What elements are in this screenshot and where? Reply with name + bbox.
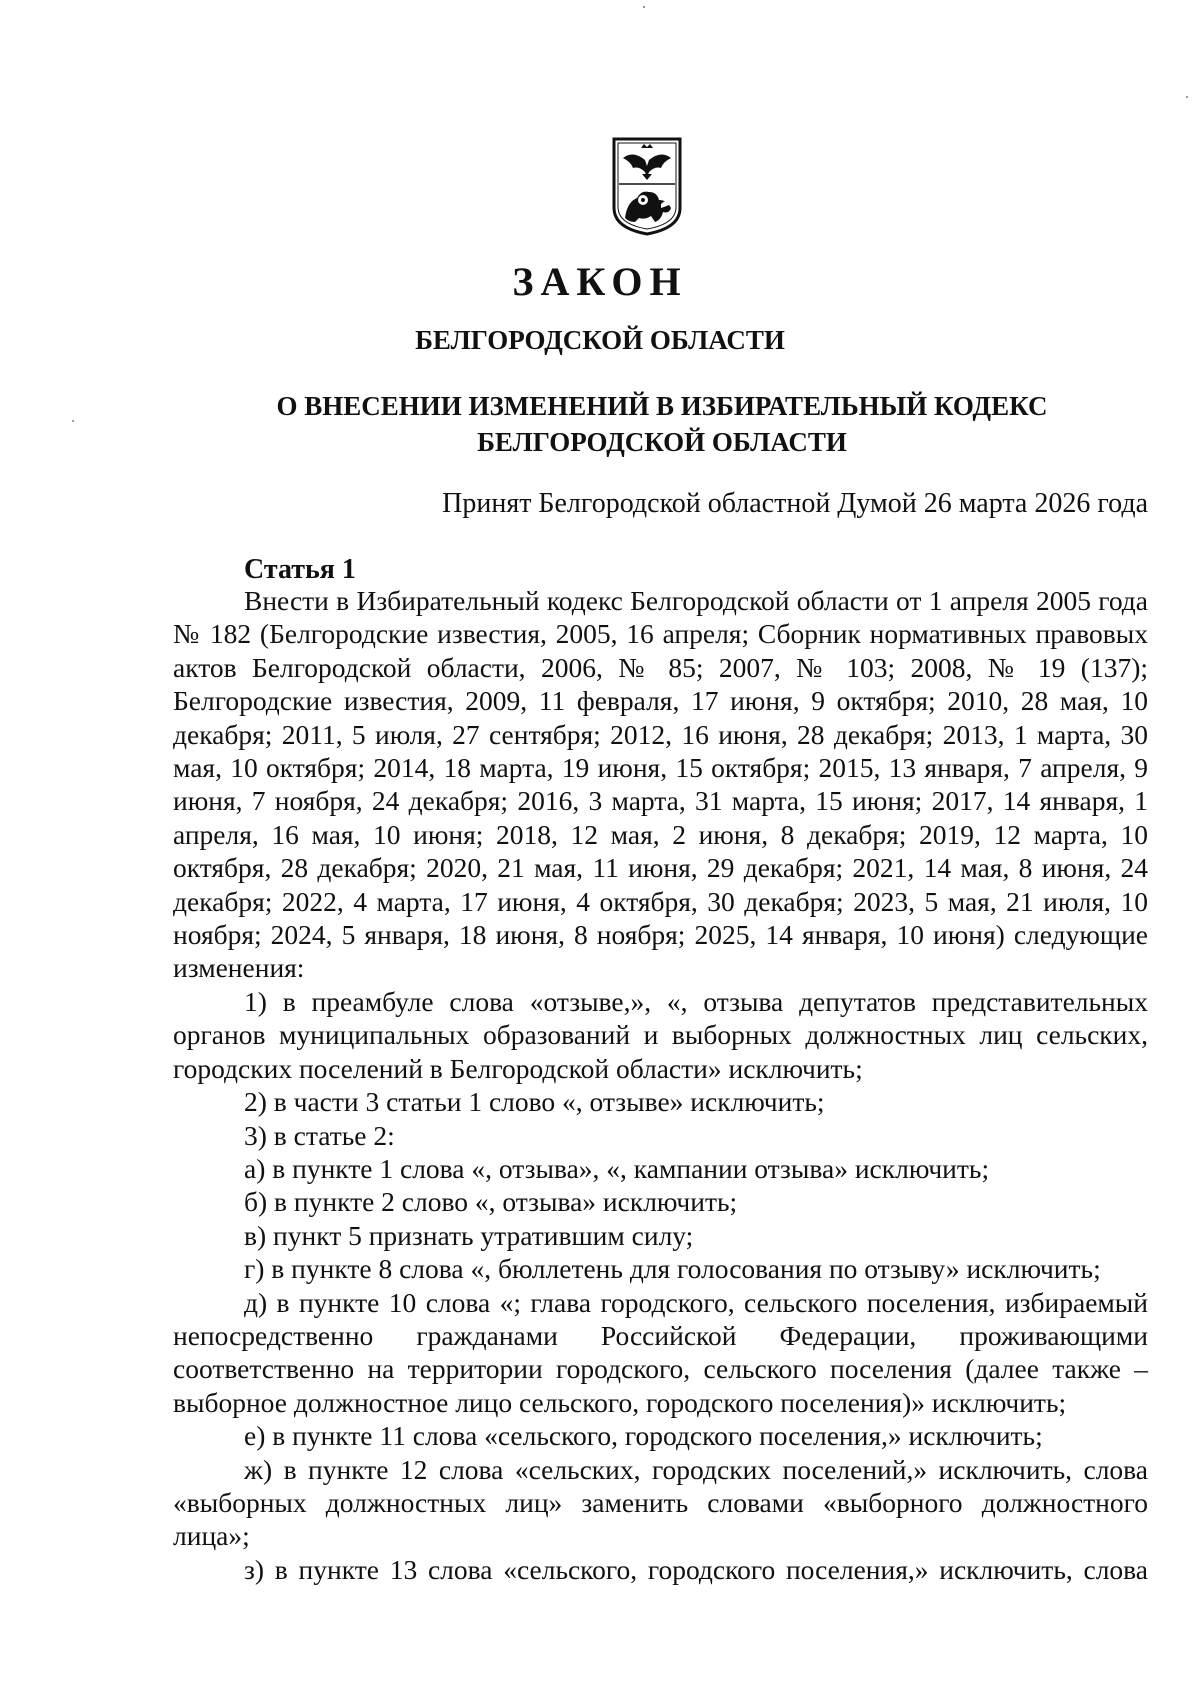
article-body [173, 584, 1148, 1586]
paragraph: 3) в статье 2: [244, 1119, 395, 1151]
paragraph: б) в пункте 2 слово «, отзыва» исключить; [244, 1186, 738, 1218]
paragraph: д) в пункте 10 слова «; глава городского, сельского поселения, избираемый непосредственно гражданами Российской Федерации, проживающими соответственно на территории городского, сельского поселения (далее также – выборное должностное лицо сельского, городского поселения)» исключить; [173, 1286, 1148, 1418]
paragraph: в) пункт 5 признать утратившим силу; [244, 1219, 694, 1251]
adoption-note: Принят Белгородской областной Думой 26 марта 2026 года [442, 488, 1148, 519]
coat-of-arms-icon [611, 136, 683, 236]
paragraph: Внести в Избирательный кодекс Белгородской области от 1 апреля 2005 года № 182 (Белгородские известия, 2005, 16 апреля; Сборник нормативных правовых актов Белгородской области, 2006, № 85; 2007, № 103; 2008, № 19 (137); Белгородские известия, 2009, 11 февраля, 17 июня, 9 октября; 2010, 28 мая, 10 декабря; 2011, 5 июля, 27 сентября; 2012, 16 июня, 28 декабря; 2013, 1 марта, 30 мая, 10 октября; 2014, 18 марта, 19 июня, 15 октября; 2015, 13 января, 7 апреля, 9 июня, 7 ноября, 24 декабря; 2016, 3 марта, 31 марта, 15 июня; 2017, 14 января, 1 апреля, 16 мая, 10 июня; 2018, 12 мая, 2 июня, 8 декабря; 2019, 12 марта, 10 октября, 28 декабря; 2020, 21 мая, 11 июня, 29 декабря; 2021, 14 мая, 8 июня, 24 декабря; 2022, 4 марта, 17 июня, 4 октября, 30 декабря; 2023, 5 мая, 21 июля, 10 ноября; 2024, 5 января, 18 июня, 8 ноября; 2025, 14 января, 10 июня) следующие изменения: [173, 585, 1148, 984]
law-subject [172, 388, 1152, 460]
law-subject-line: БЕЛГОРОДСКОЙ ОБЛАСТИ [477, 427, 847, 457]
paragraph: г) в пункте 8 слова «, бюллетень для голосования по отзыву» исключить; [244, 1253, 1101, 1285]
paragraph: а) в пункте 1 слова «, отзыва», «, кампании отзыва» исключить; [244, 1152, 990, 1184]
paragraph: 2) в части 3 статьи 1 слово «, отзыве» исключить; [244, 1086, 825, 1118]
paragraph: 1) в преамбуле слова «отзыве,», «, отзыва депутатов представительных органов муниципальных образований и выборных должностных лиц сельских, городских поселений в Белгородской области» исключить; [173, 985, 1148, 1084]
law-title: ЗАКОН [512, 259, 688, 304]
region-title: БЕЛГОРОДСКОЙ ОБЛАСТИ [415, 325, 785, 355]
paragraph: ж) в пункте 12 слова «сельских, городских поселений,» исключить, слова «выборных должностных лиц» заменить словами «выборного должностного лица»; [173, 1453, 1148, 1552]
law-subject-line: О ВНЕСЕНИИ ИЗМЕНЕНИЙ В ИЗБИРАТЕЛЬНЫЙ КОДЕКС [276, 391, 1048, 421]
article-heading: Статья 1 [244, 554, 356, 585]
scan-artifact [643, 6, 645, 8]
paragraph: з) в пункте 13 слова «сельского, городского поселения,» исключить, слова [244, 1553, 1148, 1585]
paragraph: е) в пункте 11 слова «сельского, городского поселения,» исключить; [244, 1420, 1043, 1452]
scan-artifact [1186, 96, 1188, 98]
scan-artifact [72, 420, 74, 422]
